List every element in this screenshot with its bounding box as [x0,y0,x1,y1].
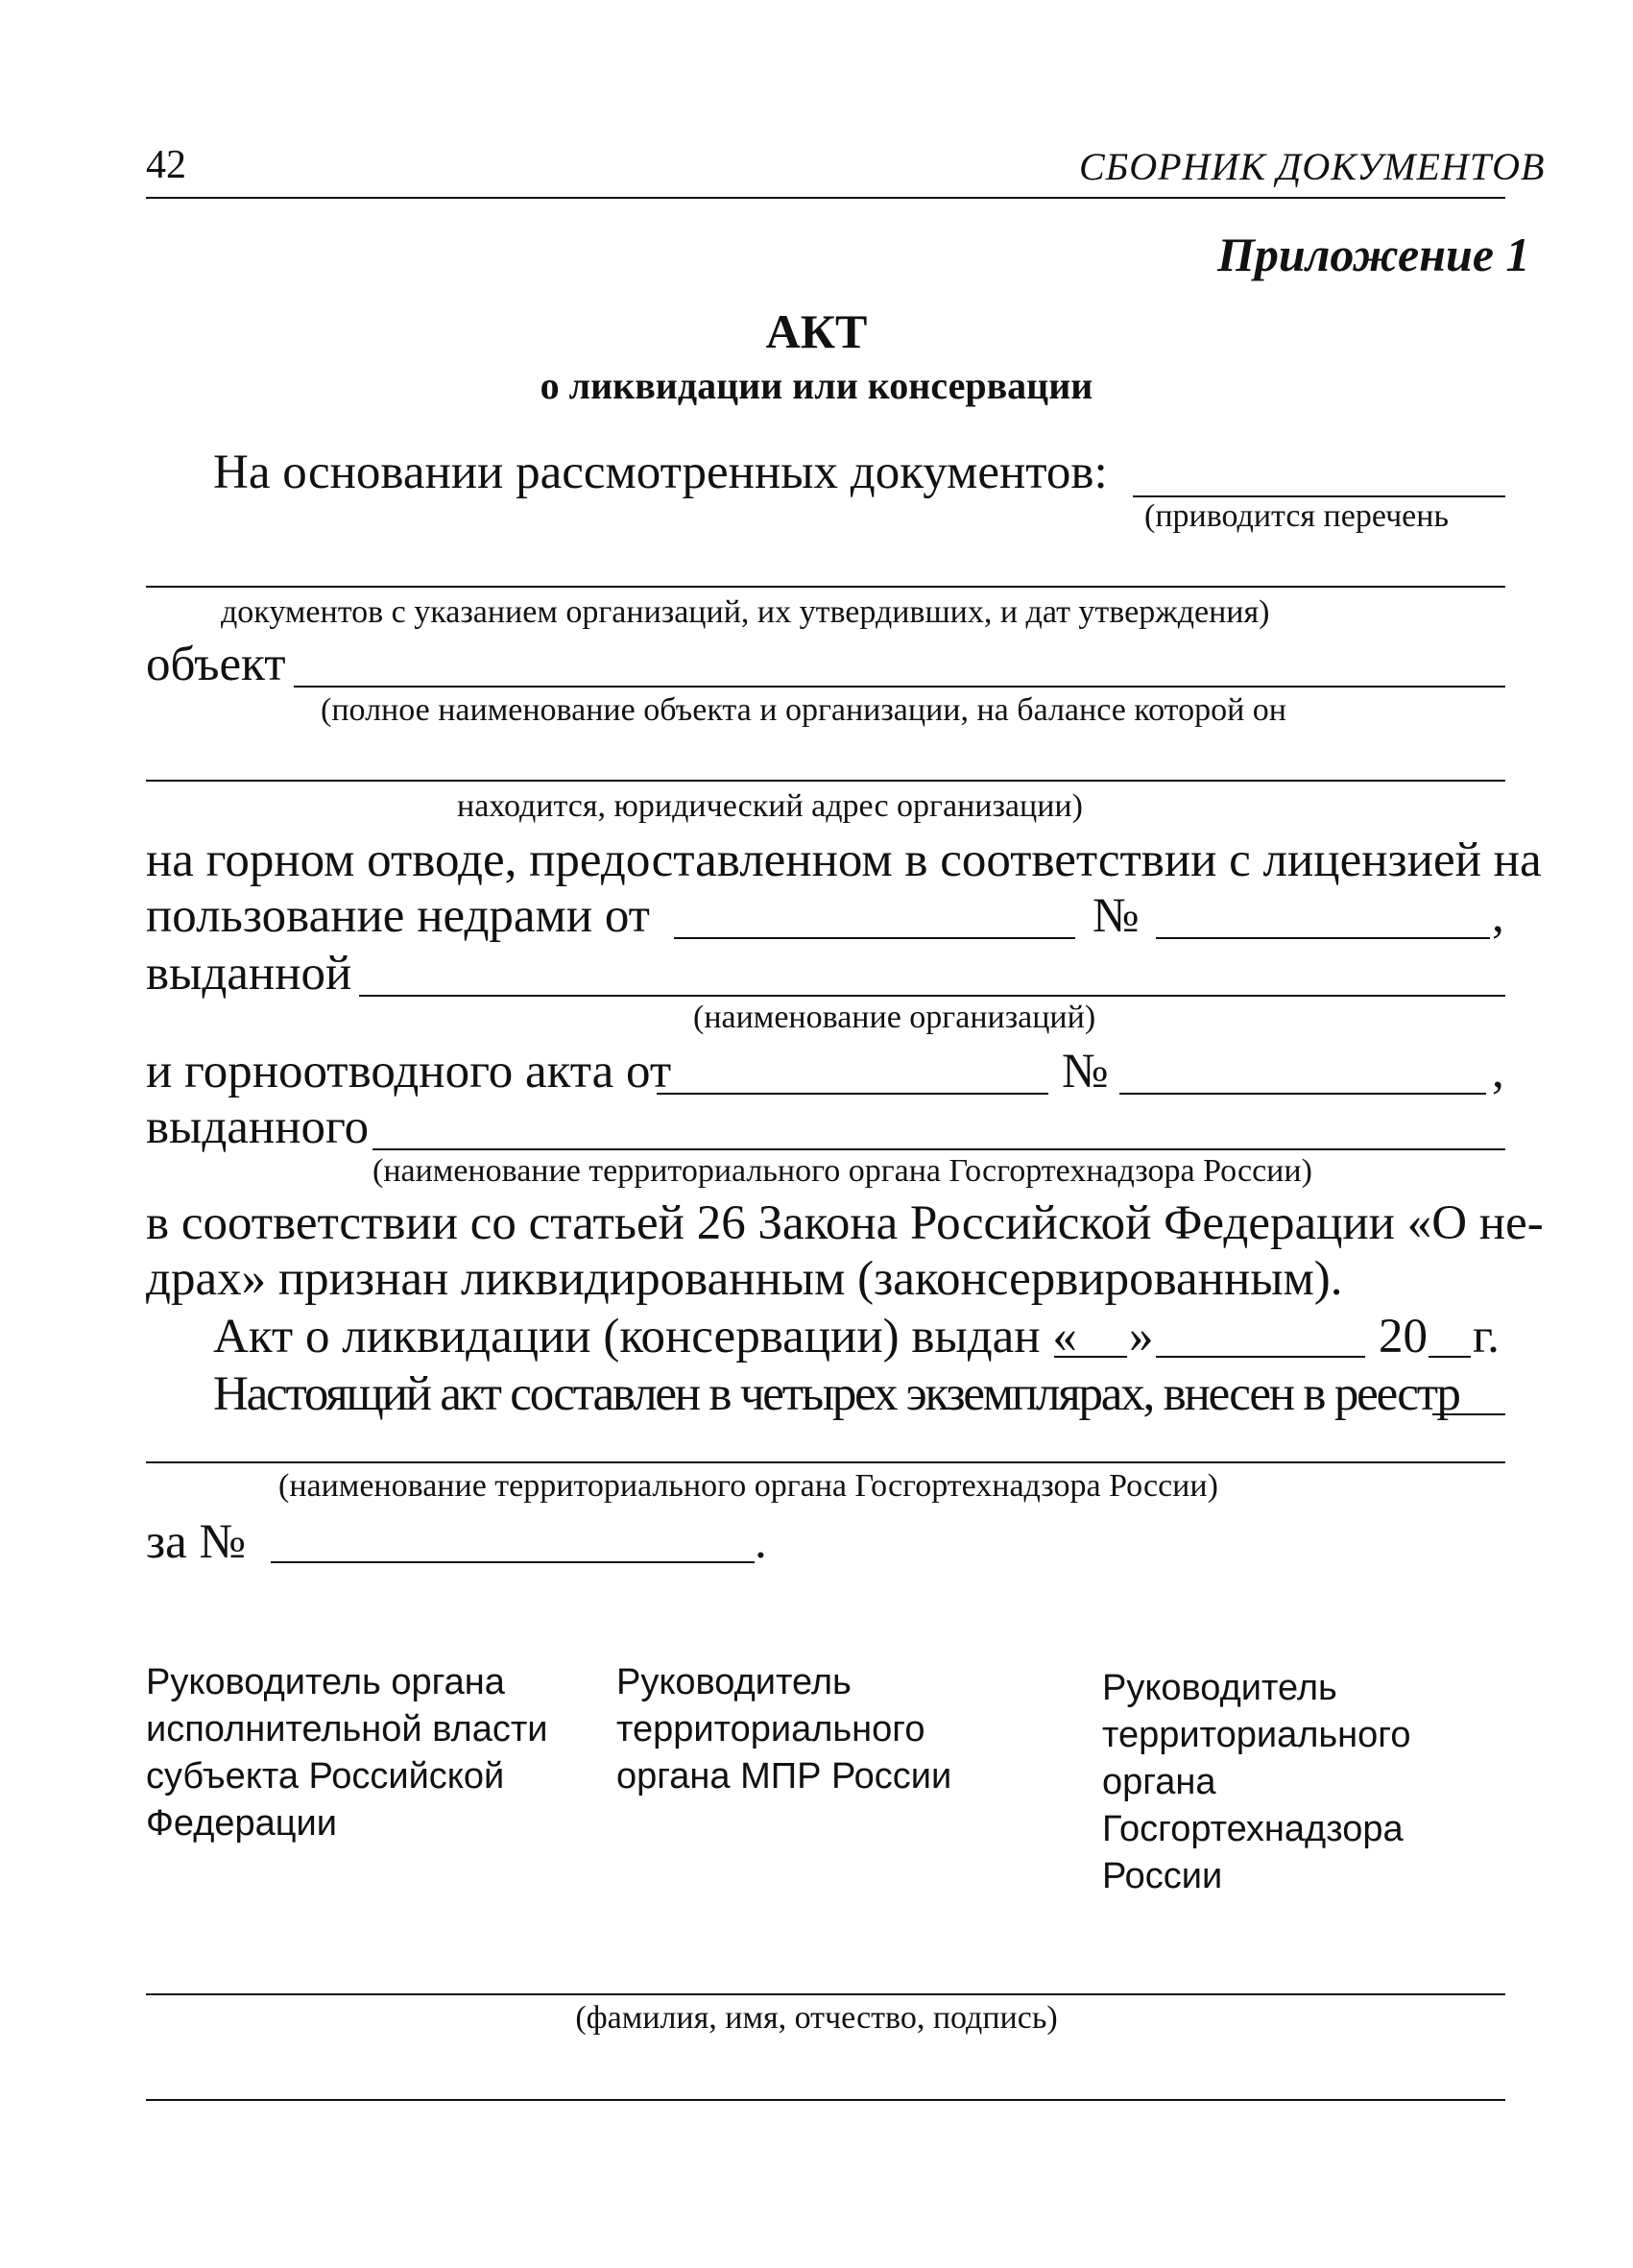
signature-field-line-2[interactable] [146,2099,1505,2101]
license-number-sign: № [1093,889,1140,943]
mining-act-date-field[interactable] [657,1093,1048,1095]
article-line-2: драх» признан ликвидированным (законсервированным). [146,1252,1343,1306]
mining-act-comma: , [1492,1045,1504,1098]
signature-caption: (фамилия, имя, отчество, подпись) [575,2000,1058,2036]
year-prefix: 20 [1379,1310,1428,1363]
act-issued-label: Акт о ликвидации (консервации) выдан « [213,1310,1077,1363]
page-number: 42 [146,143,186,187]
mining-line: на горном отводе, предоставленном в соответствии с лицензией на [146,833,1542,887]
use-label: пользование недрами от [146,889,650,943]
object-caption-2: находится, юридический адрес организации) [457,788,1083,824]
object-field-line-2[interactable] [146,780,1505,782]
signature-col-1: Руководитель органа исполнительной власти субъекта Российской Федерации [146,1662,548,1844]
issued-f-label: выданной [146,947,352,1001]
registry-period: . [755,1515,767,1569]
license-number-field[interactable] [1156,937,1490,939]
issuing-org-field[interactable] [359,995,1505,997]
registry-field[interactable] [1432,1413,1505,1415]
quote-close: » [1129,1310,1154,1363]
object-field[interactable] [294,686,1505,688]
header-rule [146,197,1505,199]
signature-col-2: Руководитель территориального органа МПР России [616,1662,952,1797]
basis-label: На основании рассмотренных документов: [213,446,1108,499]
appendix-label: Приложение 1 [1217,228,1530,281]
signature-col-3: Руководитель территориального органа Госгортехнадзора России [1102,1668,1411,1896]
object-label: объект [146,638,286,691]
mining-act-number-sign: № [1062,1045,1109,1098]
basis-caption-2: документов с указанием организаций, их утвердивших, и дат утверждения) [221,594,1270,630]
registry-field-line-2[interactable] [146,1461,1505,1463]
mining-act-number-field[interactable] [1119,1093,1486,1095]
license-date-field[interactable] [674,937,1075,939]
article-line-1: в соответствии со статьей 26 Закона Российской Федерации «О не- [146,1196,1544,1250]
license-comma: , [1492,889,1504,943]
basis-field-line-2[interactable] [146,586,1505,588]
issue-month-field[interactable] [1156,1356,1365,1358]
issue-day-field[interactable] [1054,1356,1127,1358]
registry-caption: (наименование территориального органа Госгортехнадзора России) [278,1468,1218,1504]
running-title: СБОРНИК ДОКУМЕНТОВ [1079,145,1546,188]
document-title: АКТ [765,304,868,358]
gosgortekh-caption: (наименование территориального органа Госгортехнадзора России) [372,1153,1312,1189]
signature-field[interactable] [146,1993,1505,1995]
gosgortekh-field[interactable] [372,1148,1505,1150]
year-suffix: г. [1473,1310,1500,1363]
registry-number-field[interactable] [271,1561,755,1563]
basis-caption-1: (приводится перечень [1144,498,1449,534]
registry-line: Настоящий акт составлен в четырех экземплярах, внесен в реестр [213,1367,1459,1421]
issue-year-field[interactable] [1429,1356,1471,1358]
issued-m-label: выданного [146,1100,370,1154]
document-subtitle: о ликвидации или консервации [540,364,1093,407]
mining-act-label: и горноотводного акта от [146,1045,672,1098]
org-caption: (наименование организаций) [693,1000,1096,1035]
for-number-label: за № [146,1515,247,1569]
object-caption-1: (полное наименование объекта и организации, на балансе которой он [321,692,1286,728]
